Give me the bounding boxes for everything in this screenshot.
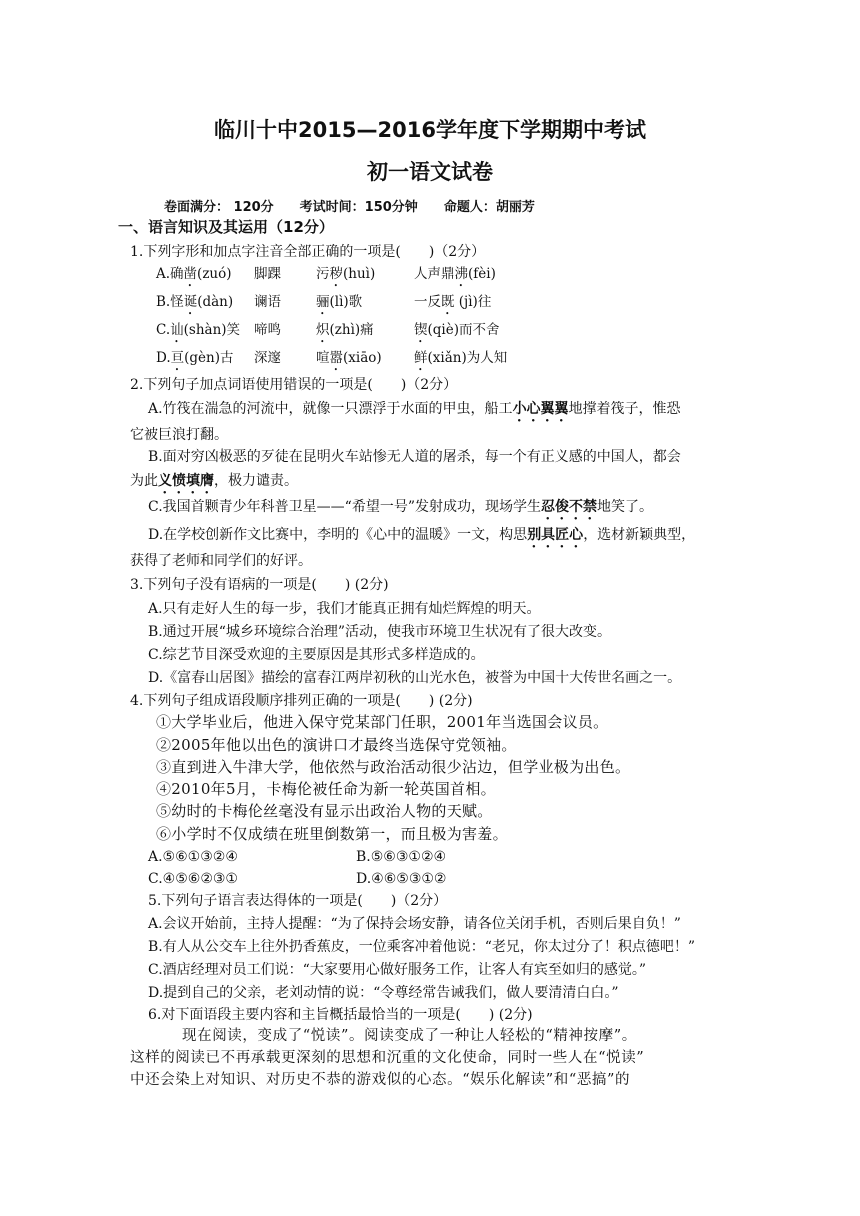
exam-time: 考试时间：150分钟 (299, 200, 418, 215)
q6-passage-line-1: 现在阅读，变成了“悦读”。阅读变成了一种让人轻松的“精神按摩”。 (182, 1028, 637, 1044)
q5-option-d: D.提到自己的父亲，老刘动情的说：“令尊经常告诫我们，做人要清清白白。” (148, 985, 619, 1001)
q5-option-b: B.有人从公交车上往外扔香蕉皮，一位乘客冲着他说：“老兄，你太过分了！积点德吧！” (148, 939, 696, 955)
q2-option-d-cont: 获得了老师和同学们的好评。 (130, 553, 312, 569)
q4-sentence-6: ⑥小学时不仅成绩在班里倒数第一，而且极为害羞。 (156, 825, 508, 843)
q6-passage-line-3: 中还会染上对知识、对历史不恭的游戏似的心态。“娱乐化解读”和“恶搞”的 (130, 1072, 631, 1088)
q4-choice-b: B.⑤⑥③①②④ (356, 849, 447, 865)
q3-stem: 3.下列句子没有语病的一项是( ) (2分) (130, 577, 389, 593)
q2-option-a: A.竹筏在湍急的河流中，就像一只漂浮于水面的甲虫，船工小心翼翼地撑着筏子，惟恐 (148, 401, 681, 417)
q1-b-word2: 谰语 (254, 294, 281, 310)
q3-option-d: D.《富春山居图》描绘的富春江两岸初秋的山光水色，被誉为中国十大传世名画之一。 (148, 670, 682, 686)
q4-sentence-3: ③直到进入牛津大学，他依然与政治活动很少沾边，但学业极为出色。 (156, 758, 631, 776)
q2-stem: 2.下列句子加点词语使用错误的一项是( )（2分） (130, 377, 458, 393)
q1-option-d: D.亘(gèn)古 深邃 喧嚣(xiāo) 鲜(xiǎn)为人知 (156, 350, 508, 366)
q2-option-d: D.在学校创新作文比赛中，李明的《心中的温暖》一文，构思别具匠心，选材新颖典型， (148, 527, 696, 543)
exam-meta (164, 199, 535, 217)
q2-d-emphasized: 别具匠心 (527, 527, 584, 543)
q4-sentence-2: ②2005年他以出色的演讲口才最终当选保守党领袖。 (156, 736, 517, 754)
q4-sentence-5: ⑤幼时的卡梅伦丝毫没有显示出政治人物的天赋。 (156, 802, 493, 820)
q4-sentence-4: ④2010年5月，卡梅伦被任命为新一轮英国首相。 (156, 780, 496, 798)
q1-c-word2: 啼鸣 (254, 322, 281, 338)
q3-option-b: B.通过开展“城乡环境综合治理”活动，使我市环境卫生状况有了很大改变。 (148, 624, 612, 640)
q5-option-c: C.酒店经理对员工们说：“大家要用心做好服务工作，让客人有宾至如归的感觉。” (148, 962, 646, 978)
q4-choice-d: D.④⑥⑤③①② (356, 871, 447, 887)
q3-option-a: A.只有走好人生的每一步，我们才能真正拥有灿烂辉煌的明天。 (148, 601, 541, 617)
exam-subtitle: 初一语文试卷 (367, 160, 493, 184)
full-score: 卷面满分： 120分 (164, 200, 274, 215)
q3-option-c: C.综艺节目深受欢迎的主要原因是其形式多样造成的。 (148, 647, 485, 663)
q1-option-b: B.怪诞(dàn) 谰语 骊(lì)歌 一反既 (jì)往 (156, 294, 492, 310)
q5-stem: 5.下列句子语言表达得体的一项是( )（2分） (148, 893, 448, 909)
q2-option-a-cont: 它被巨浪打翻。 (130, 427, 228, 443)
q6-stem: 6.对下面语段主要内容和主旨概括最恰当的一项是( ) (2分) (148, 1007, 533, 1023)
q1-option-a: A.确凿(zuó) 脚踝 污秽(huì) 人声鼎沸(fèi) (156, 266, 496, 282)
q1-stem: 1.下列字形和加点字注音全部正确的一项是( )（2分） (130, 244, 486, 260)
q1-a-word2: 脚踝 (254, 266, 281, 282)
exam-author: 命题人：胡丽芳 (443, 200, 535, 215)
q4-stem: 4.下列句子组成语段顺序排列正确的一项是( ) (2分) (130, 693, 473, 709)
q2-option-b: B.面对穷凶极恶的歹徒在昆明火车站惨无人道的屠杀，每一个有正义感的中国人，都会 (148, 449, 681, 465)
q2-c-emphasized: 忍俊不禁 (540, 499, 597, 515)
q6-passage-line-2: 这样的阅读已不再承载更深刻的思想和沉重的文化使命，同时一些人在“悦读” (130, 1050, 645, 1066)
exam-title: 临川十中2015—2016学年度下学期期中考试 (214, 118, 646, 142)
q4-choice-c: C.④⑤⑥②③① (148, 871, 238, 887)
q4-sentence-1: ①大学毕业后，他进入保守党某部门任职，2001年当选国会议员。 (156, 713, 609, 731)
q1-d-word2: 深邃 (254, 350, 281, 366)
q4-choice-a: A.⑤⑥①③②④ (148, 849, 238, 865)
q2-option-b-cont: 为此义愤填膺，极力谴责。 (130, 473, 298, 489)
q5-option-a: A.会议开始前，主持人提醒：“为了保持会场安静，请各位关闭手机，否则后果自负！” (148, 916, 681, 932)
q2-option-c: C.我国首颗青少年科普卫星——“希望一号”发射成功，现场学生忍俊不禁地笑了。 (148, 499, 653, 515)
section-heading: 一、语言知识及其运用（12分） (118, 218, 334, 236)
q2-a-emphasized: 小心翼翼 (512, 401, 569, 417)
q1-option-c: C.讪(shàn)笑 啼鸣 炽(zhì)痛 锲(qiè)而不舍 (156, 322, 500, 338)
q2-b-emphasized: 义愤填膺 (158, 473, 214, 489)
